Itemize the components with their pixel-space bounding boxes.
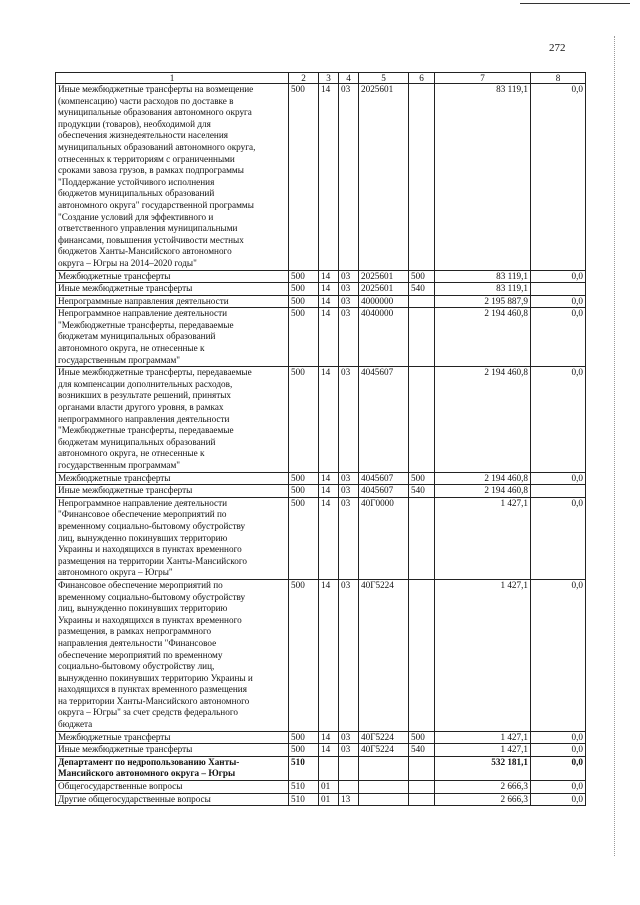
row-code-section: 14	[319, 367, 339, 472]
row-amount: 1 427,1	[435, 497, 531, 579]
row-name: Иные межбюджетные трансферты	[56, 744, 289, 757]
row-code-ministry: 500	[289, 270, 319, 283]
row-code-subsection: 03	[339, 308, 359, 367]
row-code-target: 40Г5224	[359, 579, 409, 731]
row-code-subsection: 03	[339, 744, 359, 757]
row-code-ministry: 510	[289, 756, 319, 780]
row-name: Непрограммные направления деятельности	[56, 295, 289, 308]
row-amount-federal: 0,0	[531, 781, 586, 794]
row-amount-federal	[531, 283, 586, 296]
table-row	[56, 744, 586, 757]
row-amount: 2 194 460,8	[435, 308, 531, 367]
row-code-expense-type	[409, 497, 435, 579]
row-amount-federal: 0,0	[531, 579, 586, 731]
row-name: Межбюджетные трансферты	[56, 731, 289, 744]
row-amount: 2 194 460,8	[435, 367, 531, 472]
row-code-ministry: 500	[289, 579, 319, 731]
row-code-expense-type	[409, 793, 435, 806]
row-amount: 2 194 460,8	[435, 472, 531, 485]
column-header: 6	[409, 73, 435, 84]
row-code-ministry: 510	[289, 781, 319, 794]
row-code-section: 14	[319, 731, 339, 744]
row-code-target: 4045607	[359, 472, 409, 485]
row-code-expense-type: 500	[409, 731, 435, 744]
row-code-subsection: 03	[339, 485, 359, 498]
row-name: Межбюджетные трансферты	[56, 270, 289, 283]
row-name: Иные межбюджетные трансферты	[56, 485, 289, 498]
row-code-expense-type	[409, 84, 435, 271]
row-amount: 2 666,3	[435, 781, 531, 794]
row-amount-federal: 0,0	[531, 472, 586, 485]
row-code-expense-type	[409, 295, 435, 308]
row-amount-federal	[531, 485, 586, 498]
row-amount: 1 427,1	[435, 744, 531, 757]
row-code-section: 14	[319, 283, 339, 296]
row-code-target: 2025601	[359, 270, 409, 283]
row-name: Другие общегосударственные вопросы	[56, 793, 289, 806]
table-row	[56, 731, 586, 744]
row-code-target: 40Г5224	[359, 744, 409, 757]
row-code-ministry: 500	[289, 367, 319, 472]
column-header: 8	[531, 73, 586, 84]
table-row	[56, 283, 586, 296]
row-code-section: 14	[319, 744, 339, 757]
row-amount-federal: 0,0	[531, 756, 586, 780]
table-row	[56, 756, 586, 780]
row-amount-federal: 0,0	[531, 295, 586, 308]
row-amount: 1 427,1	[435, 579, 531, 731]
row-code-subsection: 03	[339, 472, 359, 485]
row-code-subsection	[339, 756, 359, 780]
column-header: 2	[289, 73, 319, 84]
row-name: Департамент по недропользованию Ханты- Мансийского автономного округа – Югры	[56, 756, 289, 780]
budget-table	[55, 72, 586, 806]
row-code-expense-type: 540	[409, 485, 435, 498]
row-code-target: 2025601	[359, 283, 409, 296]
row-amount-federal: 0,0	[531, 308, 586, 367]
row-code-section: 14	[319, 295, 339, 308]
row-amount: 83 119,1	[435, 270, 531, 283]
row-code-section	[319, 756, 339, 780]
row-amount-federal: 0,0	[531, 793, 586, 806]
row-code-target: 4045607	[359, 485, 409, 498]
row-code-expense-type	[409, 756, 435, 780]
row-code-target: 2025601	[359, 84, 409, 271]
row-code-subsection: 03	[339, 731, 359, 744]
row-code-target: 40Г0000	[359, 497, 409, 579]
column-header: 4	[339, 73, 359, 84]
row-name: Иные межбюджетные трансферты на возмещение (компенсацию) части расходов по доставке в муниципальные образования автономного округа продукции (товаров), необходимой для обеспечения жизнедеятельности населения муниципальных образований автономного округа, отнесенных к территориям с ограниченными сроками завоза грузов, в рамках подпрограммы "Поддержание устойчивого исполнения бюджетов муниципальных образований автономного округа" государственной программы "Создание условий для эффективного и ответственного управления муниципальными финансами, повышения устойчивости местных бюджетов Ханты-Мансийского автономного округа – Югры на 2014–2020 годы"	[56, 84, 289, 271]
row-code-ministry: 500	[289, 84, 319, 271]
row-amount-federal: 0,0	[531, 367, 586, 472]
row-amount-federal: 0,0	[531, 84, 586, 271]
column-header: 7	[435, 73, 531, 84]
row-name: Финансовое обеспечение мероприятий по временному социально-бытовому обустройству лиц, вынужденно покинувших территорию Украины и находящихся в пунктах временного размещения, в рамках непрограммного направления деятельности "Финансовое обеспечение мероприятий по временному социально-бытовому обустройству лиц, вынужденно покинувших территорию Украины и находящихся в пунктах временного размещения на территории Ханты-Мансийского автономного округа – Югры" за счет средств федерального бюджета	[56, 579, 289, 731]
page-number: 272	[549, 42, 566, 54]
row-code-section: 14	[319, 579, 339, 731]
row-amount: 2 194 460,8	[435, 485, 531, 498]
row-code-expense-type: 540	[409, 283, 435, 296]
row-code-subsection: 13	[339, 793, 359, 806]
table-row	[56, 295, 586, 308]
row-code-subsection	[339, 781, 359, 794]
row-code-target	[359, 756, 409, 780]
table-body	[56, 84, 586, 806]
row-name: Иные межбюджетные трансферты	[56, 283, 289, 296]
row-code-target: 4000000	[359, 295, 409, 308]
table-row	[56, 308, 586, 367]
row-amount: 83 119,1	[435, 283, 531, 296]
row-code-ministry: 500	[289, 308, 319, 367]
row-code-section: 14	[319, 485, 339, 498]
row-amount-federal: 0,0	[531, 270, 586, 283]
column-header: 3	[319, 73, 339, 84]
row-code-ministry: 510	[289, 793, 319, 806]
row-code-expense-type	[409, 308, 435, 367]
row-code-target	[359, 793, 409, 806]
row-code-section: 14	[319, 84, 339, 271]
table-row	[56, 781, 586, 794]
row-name: Непрограммное направление деятельности "Финансовое обеспечение мероприятий по временному социально-бытовому обустройству лиц, вынужденно покинувших территорию Украины и находящихся в пунктах временного размещения на территории Ханты-Мансийского автономного округа – Югры"	[56, 497, 289, 579]
row-code-subsection: 03	[339, 270, 359, 283]
row-code-ministry: 500	[289, 283, 319, 296]
table-row	[56, 472, 586, 485]
row-amount: 2 195 887,9	[435, 295, 531, 308]
row-code-ministry: 500	[289, 744, 319, 757]
row-code-ministry: 500	[289, 472, 319, 485]
row-code-ministry: 500	[289, 497, 319, 579]
column-header: 1	[56, 73, 289, 84]
top-rule	[520, 3, 630, 4]
row-code-ministry: 500	[289, 731, 319, 744]
row-code-subsection: 03	[339, 579, 359, 731]
binding-margin-dots	[614, 36, 617, 856]
table-row	[56, 497, 586, 579]
row-code-expense-type: 500	[409, 472, 435, 485]
table-row	[56, 270, 586, 283]
row-code-section: 14	[319, 308, 339, 367]
row-name: Непрограммное направление деятельности "Межбюджетные трансферты, передаваемые бюджетам муниципальных образований автономного округа, не отнесенные к государственным программам"	[56, 308, 289, 367]
row-code-expense-type: 500	[409, 270, 435, 283]
row-code-section: 01	[319, 793, 339, 806]
row-code-expense-type	[409, 367, 435, 472]
row-code-target: 4045607	[359, 367, 409, 472]
table-row	[56, 367, 586, 472]
row-code-expense-type: 540	[409, 744, 435, 757]
row-code-subsection: 03	[339, 497, 359, 579]
row-amount: 2 666,3	[435, 793, 531, 806]
row-code-subsection: 03	[339, 84, 359, 271]
row-code-target: 40Г5224	[359, 731, 409, 744]
table-row	[56, 579, 586, 731]
row-code-target	[359, 781, 409, 794]
row-code-subsection: 03	[339, 367, 359, 472]
row-code-section: 01	[319, 781, 339, 794]
table-row	[56, 793, 586, 806]
row-amount-federal: 0,0	[531, 744, 586, 757]
row-code-section: 14	[319, 472, 339, 485]
row-name: Межбюджетные трансферты	[56, 472, 289, 485]
row-code-ministry: 500	[289, 295, 319, 308]
row-amount: 1 427,1	[435, 731, 531, 744]
row-amount: 532 181,1	[435, 756, 531, 780]
column-header: 5	[359, 73, 409, 84]
table-row	[56, 485, 586, 498]
table-row	[56, 84, 586, 271]
row-name: Иные межбюджетные трансферты, передаваемые для компенсации дополнительных расходов, возникших в результате решений, принятых органами власти другого уровня, в рамках непрограммного направления деятельности "Межбюджетные трансферты, передаваемые бюджетам муниципальных образований автономного округа, не отнесенные к государственным программам"	[56, 367, 289, 472]
row-code-expense-type	[409, 781, 435, 794]
row-amount: 83 119,1	[435, 84, 531, 271]
row-code-target: 4040000	[359, 308, 409, 367]
row-code-subsection: 03	[339, 283, 359, 296]
row-amount-federal: 0,0	[531, 497, 586, 579]
row-amount-federal: 0,0	[531, 731, 586, 744]
row-name: Общегосударственные вопросы	[56, 781, 289, 794]
row-code-subsection: 03	[339, 295, 359, 308]
table-header-row	[56, 73, 586, 84]
row-code-ministry: 500	[289, 485, 319, 498]
row-code-section: 14	[319, 270, 339, 283]
row-code-section: 14	[319, 497, 339, 579]
row-code-expense-type	[409, 579, 435, 731]
